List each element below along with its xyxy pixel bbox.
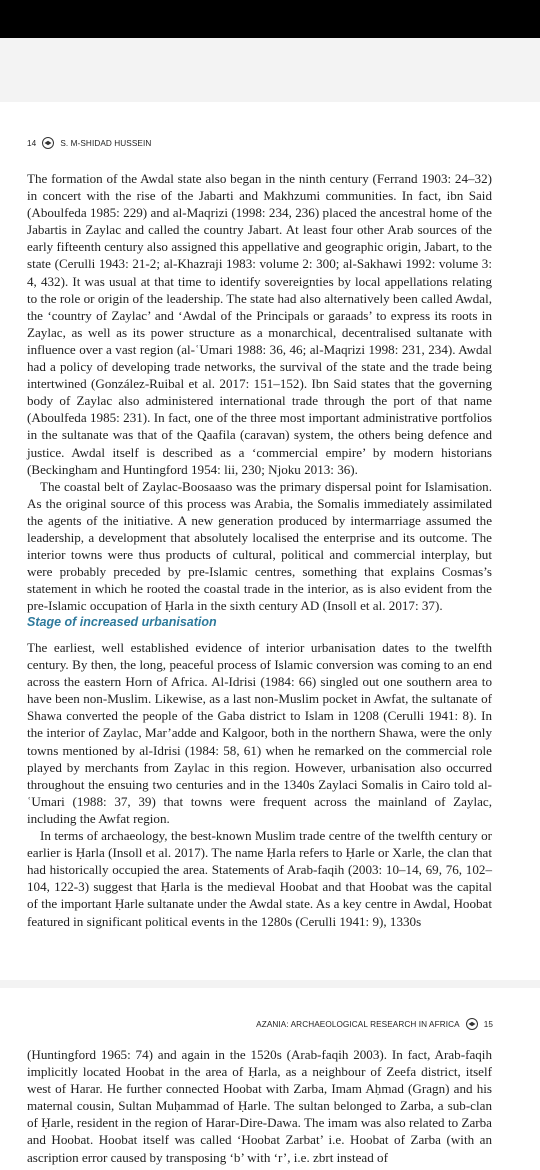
body-text-page15 xyxy=(27,1046,492,1166)
publisher-logo-icon xyxy=(42,137,54,149)
publisher-logo-icon xyxy=(466,1018,478,1030)
running-head-right xyxy=(256,1018,493,1030)
page-15 xyxy=(0,988,540,1170)
running-head-left xyxy=(27,137,151,149)
paragraph: (Huntingford 1965: 74) and again in the 1520s (Arab-faqih 2003). In fact, Arab-faqih implicitly located Hoobat in the area of Ḥarla, as a neighbour of Zeefa district, itself west of Harar. He further connected Hoobat with Zarba, Imam Aḥmad (Gragn) and his maternal cousin, Sultan Muḥammad of Ḥarle. The sultan belonged to Zarba, a sub-clan of Ḥarle, resident in the region of Harar-Dire-Dawa. The imam was also related to Zarba and Hoobat. Hoobat itself was called ‘Hoobat Zarbat’ i.e. Hoobat of Zarba (with an ascription error caused by transposing ‘b’ with ‘r’, i.e. zbrt instead of xyxy=(27,1047,492,1165)
paragraph: The coastal belt of Zaylac-Boosaaso was the primary dispersal point for Islamisation. As the original source of this process was Arabia, the Somalis immediately assimilated the agents of the initiative. A new generation produced by intermarriage assumed the leadership, a development that absolutely localised the enterprise and its outcome. The interior towns were thus products of cultural, political and commercial interplay, but were probably preceded by pre-Islamic centres, something that explains Cosmas’s statement in which he rooted the coastal trade in the interior, as is also evident from the pre-Islamic occupation of Ḥarla in the sixth century AD (Insoll et al. 2017: 37). xyxy=(27,478,492,614)
page-number: 14 xyxy=(27,138,37,148)
body-text-section xyxy=(27,639,492,930)
paragraph: In terms of archaeology, the best-known Muslim trade centre of the twelfth century or earlier is Ḥarla (Insoll et al. 2017). The name Ḥarla refers to Ḥarle or Xarle, the clan that had historically occupied the area. Statements of Arab-faqih (2003: 10–14, 69, 76, 102–104, 122-3) suggest that Ḥarla is the medieval Hoobat and that Hoobat was the capital of the important Ḥarle sultanate under the Awdal state. As a key centre in Awdal, Hoobat featured in significant political events in the 1280s (Cerulli 1941: 9), 1330s xyxy=(27,828,492,929)
page-14 xyxy=(0,102,540,980)
author-running-head: S. M-SHIDAD HUSSEIN xyxy=(60,138,152,148)
status-bar xyxy=(0,0,540,38)
body-text-top xyxy=(27,170,492,614)
section-heading: Stage of increased urbanisation xyxy=(27,615,217,629)
paragraph: The earliest, well established evidence of interior urbanisation dates to the twelfth century. By then, the long, peaceful process of Islamic conversion was coming to an end across the eastern Horn of Africa. Al-Idrisi (1984: 66) singled out one southern area to have been non-Muslim. Likewise, as a last non-Muslim pocket in Awfat, the sultanate of Shawa converted the people of the Gaba district to Islam in 1208 (Cerulli 1941: 8). In the interior of Zaylac, Mar’adde and Kalgoor, both in the northern Shawa, were the only towns mentioned by al-Idrisi (1984: 58, 61) when he remarked on the commercial role played by merchants from Zaylac in this region. However, urbanisation also occurred throughout the ensuing two centuries and in the 1340s Zaylaci Somalis in Cairo told al-ʿUmari (1988: 37, 39) that towns were frequent across the mainland of Zaylac, including the Awfat region. xyxy=(27,640,492,826)
page-number: 15 xyxy=(483,1019,493,1029)
paragraph: The formation of the Awdal state also began in the ninth century (Ferrand 1903: 24–32) in concert with the rise of the Jabarti and Makhzumi communities. In fact, ibn Said (Aboulfeda 1985: 229) and al-Maqrizi (1998: 234, 236) placed the ancestral home of the Jabartis in Zaylac and called the country Jabart. At least four other Arab sources of the early fifteenth century also assigned this appellative and geographic origin, Jabart, to the state (Cerulli 1943: 21-2; al-Khazraji 1983: volume 2: 300; al-Sakhawi 1992: volume 3: 4, 432). It was usual at that time to identify sovereignties by local appellations relating to the role or origin of the leadership. The state had also alternatively been called Awdal, the ‘country of Zaylac’ and ‘Awdal of the Principals or garaads’ to express its roots in Zaylac, as well as its power structure as a monarchical, decentralised sultanate with influence over a vast region (al-ʿUmari 1988: 36, 46; al-Maqrizi 1998: 231, 234). Awdal had a policy of developing trade networks, the survival of the state and the trade being intertwined (González-Ruibal et al. 2017: 151–152). Ibn Said states that the governing body of Zaylac also administered international trade through the port of that name (Aboulfeda 1985: 231). In fact, one of the three most important administrative portfolios in the sultanate was that of the Qaafila (caravan) system, the others being defence and justice. Awdal itself is described as a ‘commercial empire’ by modern historians (Beckingham and Huntingford 1954: lii, 230; Njoku 2013: 36). xyxy=(27,171,492,477)
journal-running-head: AZANIA: ARCHAEOLOGICAL RESEARCH IN AFRICA xyxy=(256,1019,460,1029)
